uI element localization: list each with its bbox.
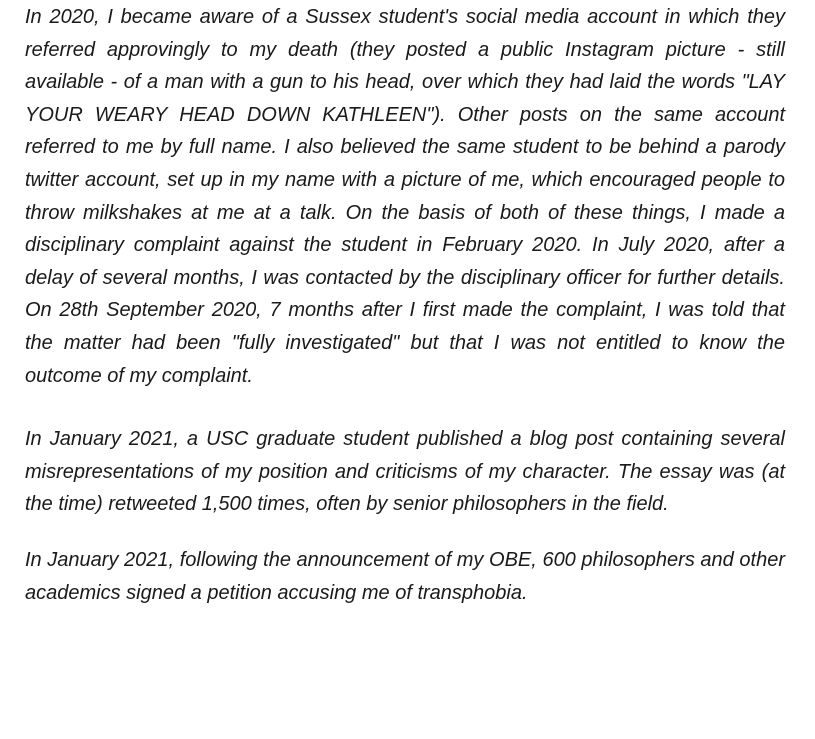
paragraph-sussex-student: In 2020, I became aware of a Sussex student's social media account in which they referred approvingly to my death (they posted a public Instagram picture - still available - of a man with a gun to his head, over which they had laid the words "LAY YOUR WEARY HEAD DOWN KATHLEEN"). Other posts on the same account referred to me by full name. I also believed the same student to be behind a parody twitter account, set up in my name with a picture of me, which encouraged people to throw milkshakes at me at a talk. On the basis of both of these things, I made a disciplinary complaint against the student in February 2020. In July 2020, after a delay of several months, I was contacted by the disciplinary officer for further details. On 28th September 2020, 7 months after I first made the complaint, I was told that the matter had been "fully investigated" but that I was not entitled to know the outcome of my complaint. bbox=[25, 6, 785, 387]
paragraph-usc-blog-post: In January 2021, a USC graduate student published a blog post containing several misrepresentations of my position and criticisms of my character. The essay was (at the time) retweeted 1,500 times, often by senior philosophers in the field. bbox=[25, 428, 785, 516]
document-page bbox=[25, 0, 785, 609]
paragraph-obe-petition: In January 2021, following the announcement of my OBE, 600 philosophers and other academics signed a petition accusing me of transphobia. bbox=[25, 548, 785, 604]
